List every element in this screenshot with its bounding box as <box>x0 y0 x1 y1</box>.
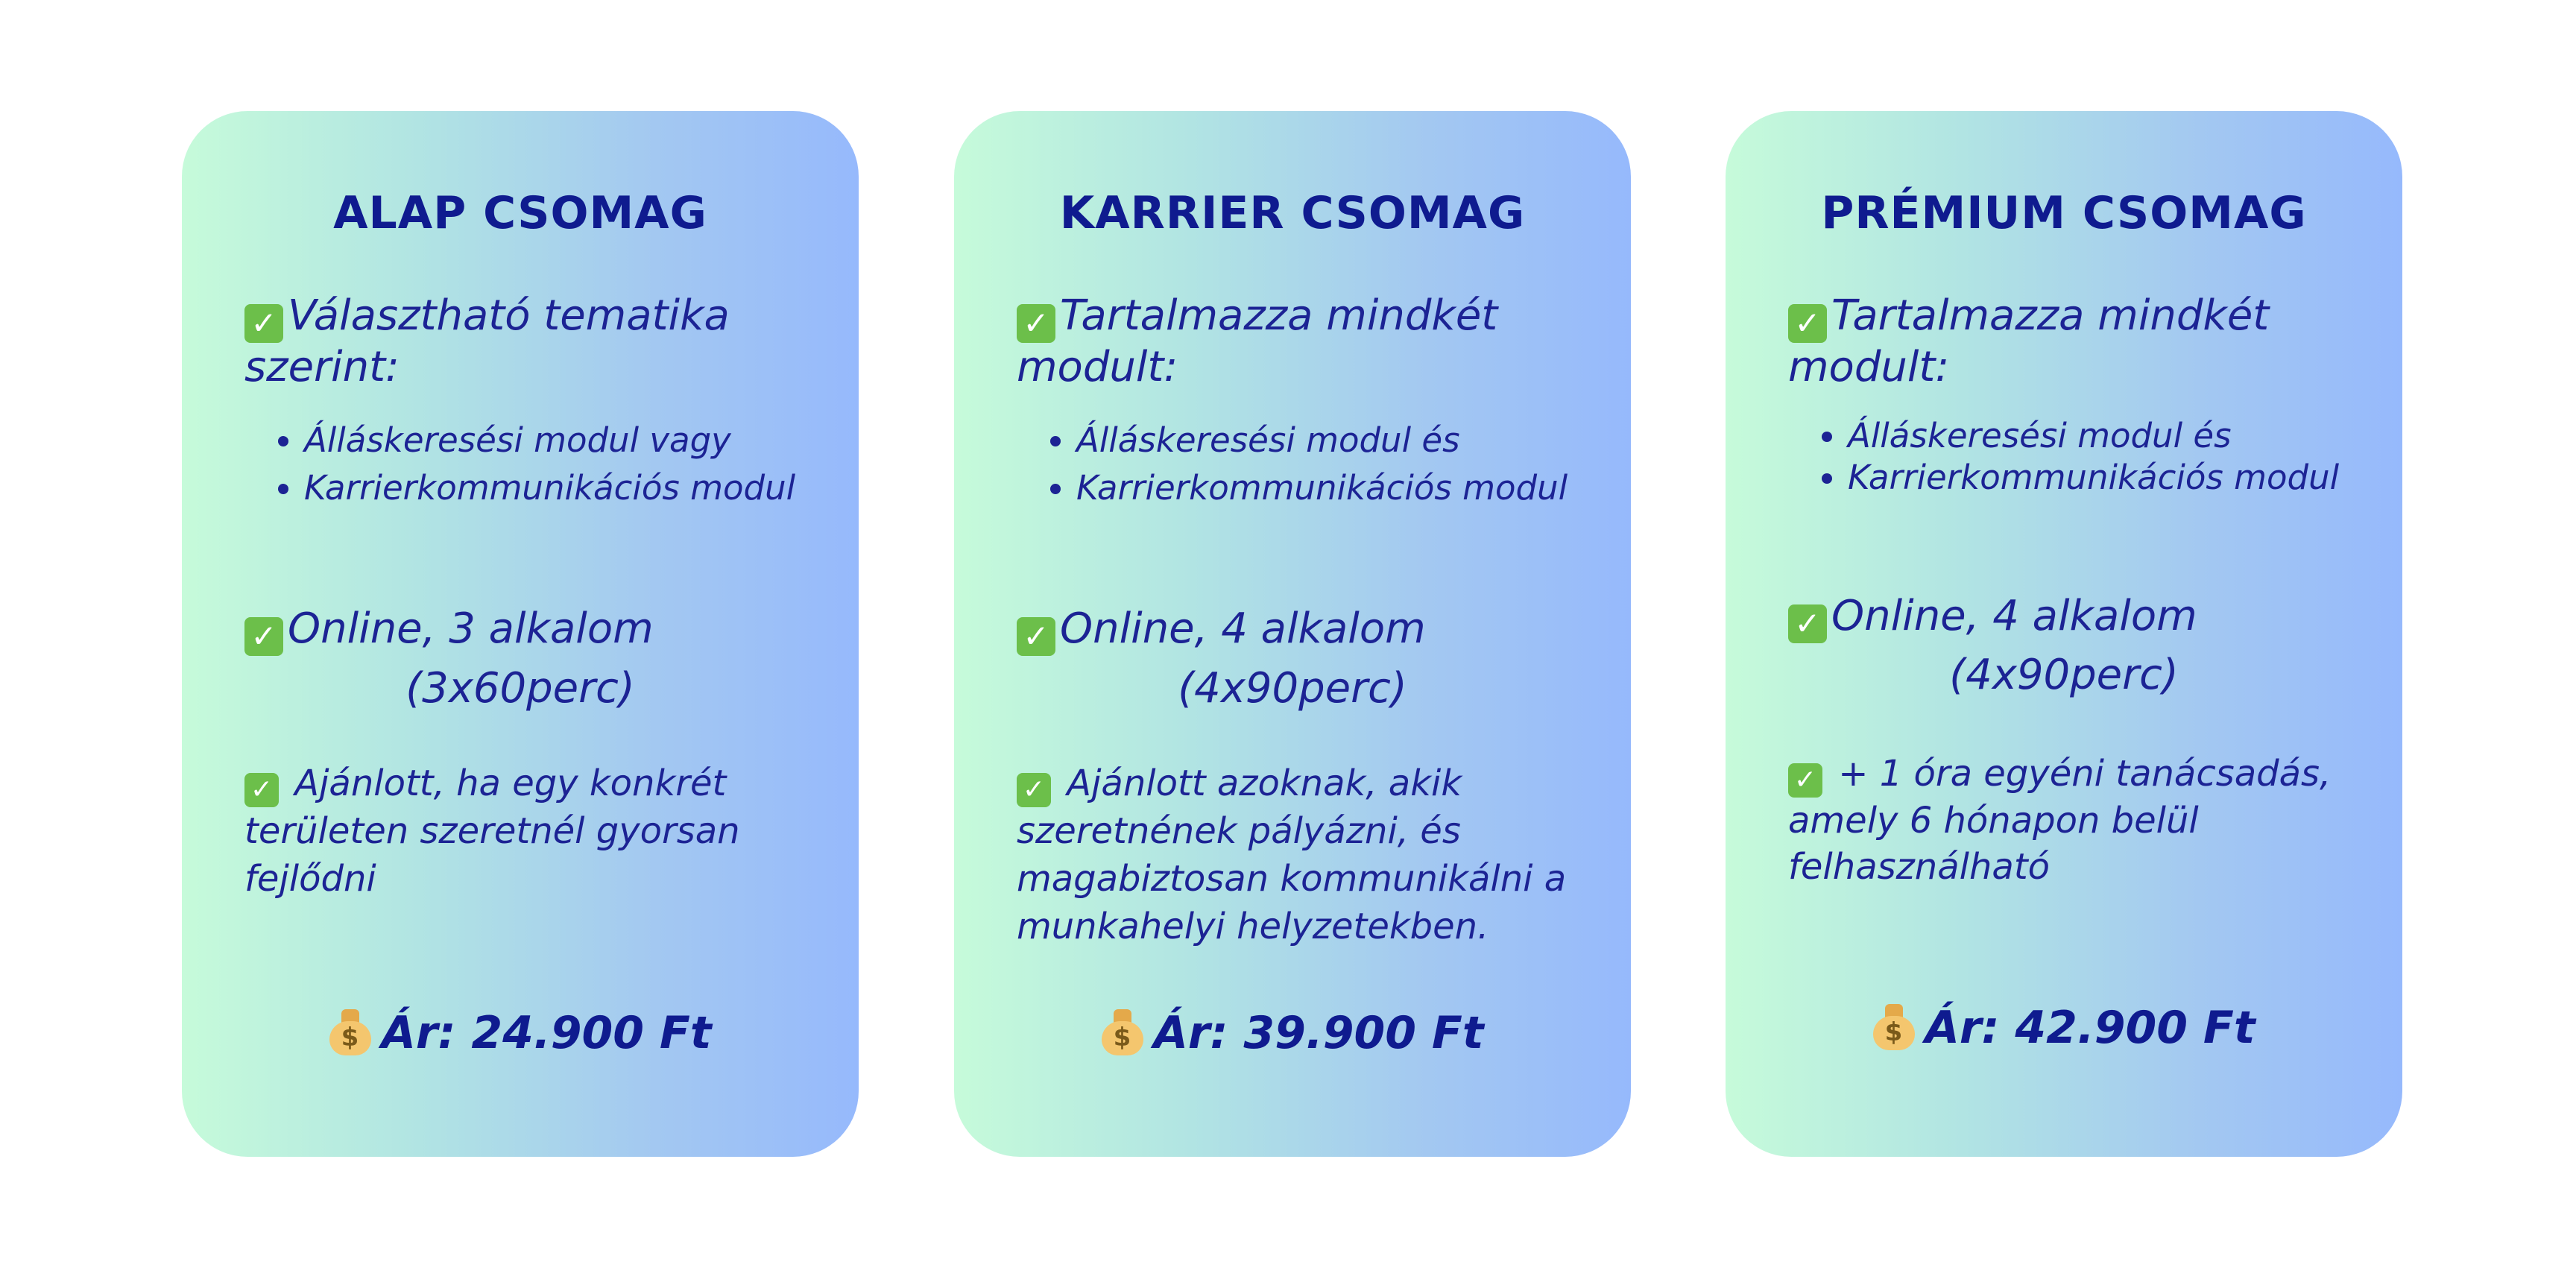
card-title: PRÉMIUM CSOMAG <box>1821 187 2307 239</box>
module-list <box>1788 415 2358 499</box>
feature-text: Online, 4 alkalom <box>1060 604 1426 653</box>
list-item: • Álláskeresési modul és <box>1848 415 2358 457</box>
feature-text: + 1 óra egyéni tanácsadás, amely 6 hónapon belül felhasználható <box>1788 753 2332 888</box>
feature-text: Online, 3 alkalom <box>288 604 654 653</box>
check-mark-icon: ✓ <box>1017 773 1051 807</box>
feature-recommendation <box>244 760 821 903</box>
card-title: KARRIER CSOMAG <box>1059 187 1526 239</box>
check-mark-icon: ✓ <box>244 304 283 343</box>
price <box>182 1007 859 1059</box>
feature-consultation <box>1788 751 2365 890</box>
list-item: • Karrierkommunikációs modul <box>1076 464 1586 512</box>
list-item: • Karrierkommunikációs modul <box>304 464 814 512</box>
check-mark-icon: ✓ <box>1788 304 1827 343</box>
feature-text: Tartalmazza mindkét modult: <box>1017 291 1498 391</box>
feature-topic <box>244 291 814 392</box>
feature-recommendation <box>1017 760 1594 950</box>
check-mark-icon: ✓ <box>1017 617 1055 656</box>
session-detail: (3x60perc) <box>405 664 635 713</box>
package-card-basic <box>182 111 859 1157</box>
check-mark-icon: ✓ <box>1017 304 1055 343</box>
list-item: • Karrierkommunikációs modul <box>1848 457 2358 499</box>
money-bag-icon: $ <box>1873 1004 1915 1050</box>
price <box>954 1007 1631 1059</box>
check-mark-icon: ✓ <box>244 773 279 807</box>
feature-online <box>1788 592 2358 643</box>
list-item: • Álláskeresési modul vagy <box>304 417 814 464</box>
money-bag-icon: $ <box>329 1009 371 1055</box>
card-title: ALAP CSOMAG <box>333 187 707 239</box>
price <box>1726 1002 2402 1054</box>
module-list <box>244 417 814 512</box>
price-text: Ár: 24.900 Ft <box>381 1007 712 1059</box>
feature-text: Ajánlott, ha egy konkrét területen szeretnél gyorsan fejlődni <box>244 763 740 900</box>
price-text: Ár: 42.900 Ft <box>1925 1002 2255 1054</box>
feature-text: Választható tematika szerint: <box>244 291 730 391</box>
package-card-career <box>954 111 1631 1157</box>
feature-text: Ajánlott azoknak, akik szeretnének pályázni, és magabiztosan kommunikálni a munkahelyi helyzetekben. <box>1017 763 1567 947</box>
module-list <box>1017 417 1586 512</box>
check-mark-icon: ✓ <box>1788 604 1827 643</box>
feature-contents <box>1788 291 2358 392</box>
feature-text: Online, 4 alkalom <box>1831 592 2197 640</box>
session-detail: (4x90perc) <box>1178 664 1407 713</box>
feature-contents <box>1017 291 1586 392</box>
feature-online <box>1017 604 1586 656</box>
price-text: Ár: 39.900 Ft <box>1153 1007 1484 1059</box>
check-mark-icon: ✓ <box>244 617 283 656</box>
feature-online <box>244 604 814 656</box>
check-mark-icon: ✓ <box>1788 763 1822 798</box>
session-detail: (4x90perc) <box>1949 651 2179 699</box>
package-card-premium <box>1726 111 2402 1157</box>
feature-text: Tartalmazza mindkét modult: <box>1788 291 2270 391</box>
list-item: • Álláskeresési modul és <box>1076 417 1586 464</box>
money-bag-icon: $ <box>1102 1009 1143 1055</box>
